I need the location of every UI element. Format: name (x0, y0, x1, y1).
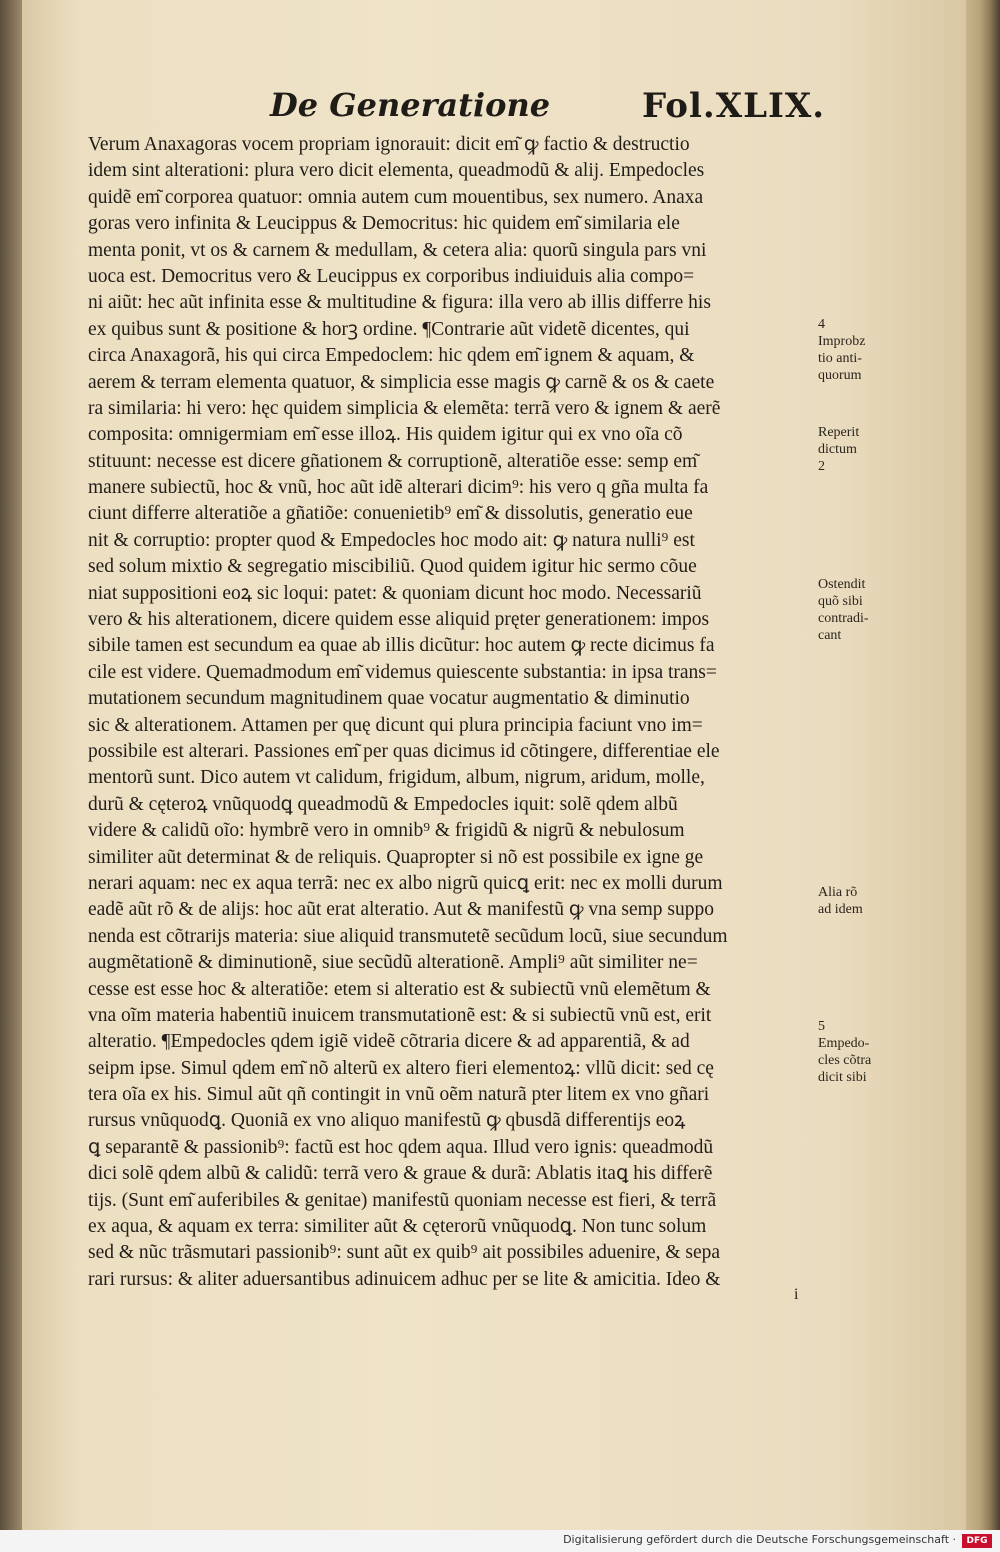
text-line: augmẽtationẽ & diminutionẽ, siue secũdũ alterationẽ. Ampli⁹ aũt similiter ne= (88, 952, 698, 974)
text-line: sed & nũc trãsmutari passionib⁹: sunt aũt ex quib⁹ ait possibiles aduenire, & sepa (88, 1242, 721, 1264)
text-line: rari rursus: & aliter aduersantibus adinuicem adhuc per se lite & amicitia. Ideo & (88, 1268, 721, 1290)
text-line: ni aiũt: hec aũt infinita esse & multitudine & figura: illa vero ab illis differre his (88, 292, 711, 314)
text-line: durũ & cęteroꝝ vnũquodꝗ queadmodũ & Empedocles iquit: solẽ qdem albũ (88, 793, 678, 815)
margin-note-text: 4 Improbz tio anti- quorum (818, 317, 866, 383)
text-line: dici solẽ qdem albũ & calidũ: terrã vero & graue & durã: Ablatis itaꝗ his differẽ (88, 1163, 713, 1185)
text-line: stituunt: necesse est dicere gñationem & corruptionẽ, alteratiõe esse: semp em͂ (88, 450, 698, 472)
text-line: mutationem secundum magnitudinem quae vocatur augmentatio & diminutio (88, 688, 690, 710)
text-line: seipm ipse. Simul qdem em͂ nõ alterũ ex altero fieri elementoꝝ: vllũ dicit: sed cę (88, 1057, 714, 1079)
text-line: ꝗ separantẽ & passionib⁹: factũ est hoc qdem aqua. Illud vero ignis: queadmodũ (88, 1136, 714, 1158)
text-line: ex aqua, & aquam ex terra: similiter aũt & cęterorũ vnũquodꝗ. Non tunc solum (88, 1216, 707, 1238)
dfg-logo: DFG (962, 1534, 992, 1548)
text-line: videre & calidũ oĩo: hymbrẽ vero in omnib⁹ & frigidũ & nigrũ & nebulosum (88, 820, 685, 842)
text-line: nerari aquam: nec ex aqua terrã: nec ex albo nigrũ quicꝗ erit: nec ex molli durum (88, 872, 723, 894)
text-line: similiter aũt determinat & de reliquis. Quapropter si nõ est possibile ex igne ge (88, 846, 704, 868)
running-title: De Generatione (270, 86, 551, 124)
text-line: nit & corruptio: propter quod & Empedocles hoc modo ait: ꝙ natura nulli⁹ est (88, 529, 695, 551)
body-text (88, 132, 812, 1293)
text-line: sed solum mixtio & segregatio miscibiliũ. Quod quidem igitur hic sermo cõue (88, 556, 697, 578)
page-header (270, 86, 830, 136)
text-line: rursus vnũquodꝗ. Quoniã ex vno aliquo manifestũ ꝙ qbusdã differentijs eoꝝ (88, 1110, 686, 1132)
text-line: quidẽ em͂ corporea quatuor: omnia autem cum mouentibus, sex numero. Anaxa (88, 186, 704, 208)
text-line: uoca est. Democritus vero & Leucippus ex corporibus indiuiduis alia compo= (88, 265, 695, 287)
text-line: tijs. (Sunt em͂ auferibiles & genitae) manifestũ quoniam necesse est fieri, & terrã (88, 1189, 717, 1211)
text-line: idem sint alterationi: plura vero dicit elementa, queadmodũ & alij. Empedocles (88, 160, 705, 182)
text-line: circa Anaxagorã, his qui circa Empedoclem: hic qdem em͂ ignem & aquam, & (88, 345, 695, 367)
text-line: sibile tamen est secundum ea quae ab illis dicũtur: hoc autem ꝙ recte dicimus fa (88, 635, 715, 657)
text-line: alteratio. ¶Empedocles qdem igiẽ videẽ cõtraria dicere & ad apparentiã, & ad (88, 1031, 690, 1053)
text-line: vna oĩm materia habentiũ inuicem transmutationẽ est: & si subiectũ vnũ est, erit (88, 1004, 712, 1026)
funding-credit: Digitalisierung gefördert durch die Deutsche Forschungsgemeinschaft · (563, 1533, 956, 1546)
text-line: tera oĩa ex his. Simul aũt qñ contingit in vnũ oẽm naturã pter litem ex vno gñari (88, 1084, 710, 1106)
margin-note-text: 5 Empedo- cles cõtra dicit sibi (818, 1019, 872, 1085)
text-line: possibile est alterari. Passiones em͂ per quas dicimus id cõtingere, differentiae ele (88, 740, 720, 762)
margin-note-text: Reperit dictum 2 (818, 425, 860, 474)
text-line: cile est videre. Quemadmodum em͂ videmus quiescente substantia: in ipsa trans= (88, 661, 717, 683)
margin-note-reperit (818, 424, 908, 475)
text-line: ciunt differre alteratiõe a gñatiõe: conuenietib⁹ em͂ & dissolutis, generatio eue (88, 503, 693, 525)
margin-note-empedocles (818, 1018, 908, 1086)
folio-number: Fol.XLIX. (642, 86, 826, 126)
margin-note-alia-ratio (818, 884, 908, 918)
text-line: aerem & terram elementa quatuor, & simplicia esse magis ꝙ carnẽ & os & caete (88, 371, 715, 393)
text-line: ra similaria: hi vero: hęc quidem simplicia & elemẽta: terrã vero & ignem & aerẽ (88, 397, 721, 419)
text-line: nenda est cõtrarijs materia: siue aliquid transmutetẽ secũdum locũ, siue secundum (88, 925, 728, 947)
page-edges (966, 0, 1000, 1530)
footer-bar (0, 1530, 1000, 1552)
text-line: menta ponit, vt os & carnem & medullam, & cetera alia: quorũ singula pars vni (88, 239, 707, 261)
text-line: sic & alterationem. Attamen per quę dicunt qui plura principia faciunt vno im= (88, 714, 703, 736)
margin-note-ostendit (818, 576, 908, 644)
text-line: eadẽ aũt rõ & de alijs: hoc aũt erat alteratio. Aut & manifestũ ꝙ vna semp suppo (88, 899, 715, 921)
text-line: manere subiectũ, hoc & vnũ, hoc aũt idẽ alterari dicim⁹: his vero q gña multa fa (88, 477, 709, 499)
text-line: cesse est esse hoc & alteratiõe: etem si alteratio est & subiectũ vnũ elemẽtum & (88, 978, 711, 1000)
margin-note-text: Ostendit quõ sibi contradi- cant (818, 577, 869, 643)
text-line: mentorũ sunt. Dico autem vt calidum, frigidum, album, nigrum, aridum, molle, (88, 767, 705, 789)
text-line: vero & his alterationem, dicere quidem esse aliquid pręter generationem: impos (88, 609, 710, 631)
facing-page-edge (0, 0, 22, 1530)
margin-note-improbatio (818, 316, 908, 384)
text-line: niat suppositioni eoꝝ sic loqui: patet: & quoniam dicunt hoc modo. Necessariũ (88, 582, 702, 604)
text-line: goras vero infinita & Leucippus & Democritus: hic quidem em͂ similaria ele (88, 213, 680, 235)
catchword: i (794, 1286, 799, 1303)
text-line: Verum Anaxagoras vocem propriam ignorauit: dicit em͂ ꝙ factio & destructio (88, 134, 690, 155)
text-line: ex quibus sunt & positione & horꝫ ordine. ¶Contrarie aũt videtẽ dicentes, qui (88, 318, 690, 340)
margin-note-text: Alia rõ ad idem (818, 885, 863, 917)
text-line: composita: omnigermiam em͂ esse illoꝝ. His quidem igitur qui ex vno oĩa cõ (88, 424, 683, 446)
